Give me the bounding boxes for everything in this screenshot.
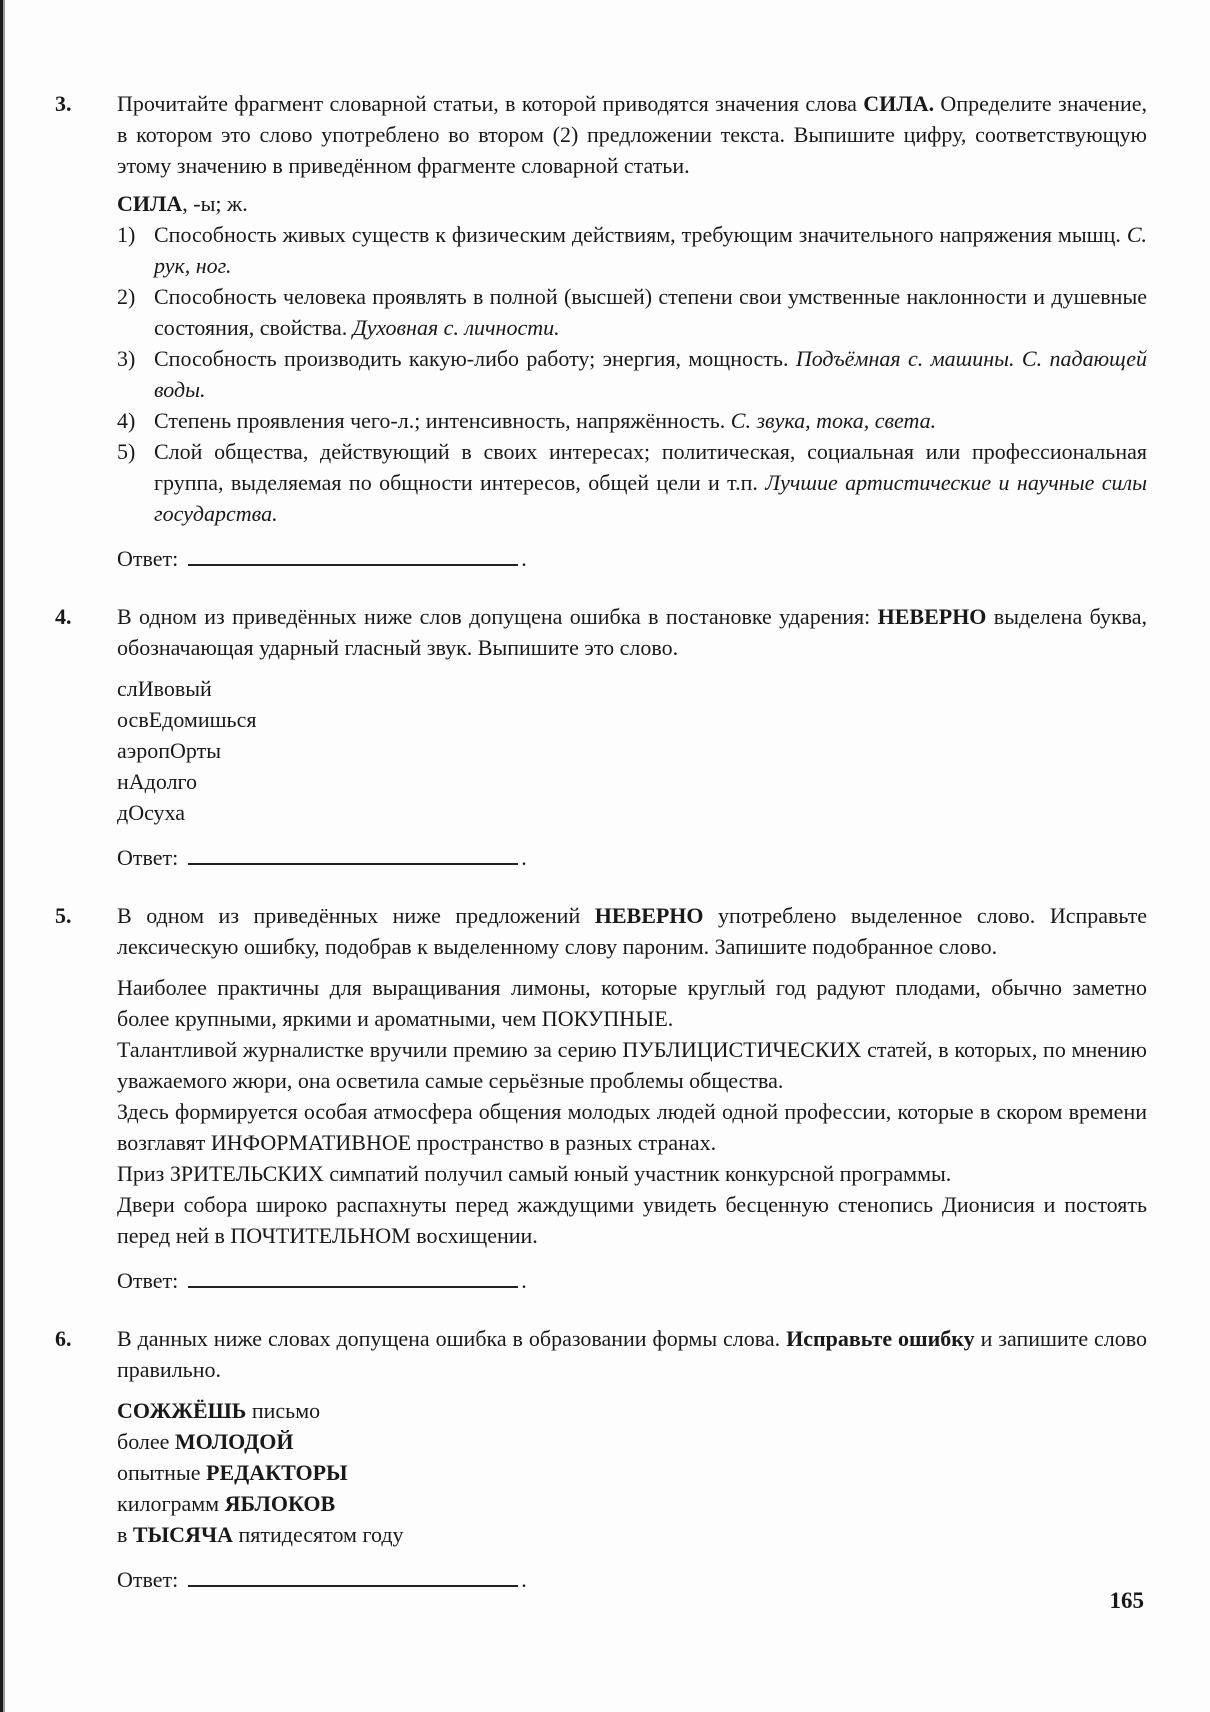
answer-period: . <box>521 1268 527 1293</box>
intro-text: В одном из приведённых ниже предложений <box>117 903 595 928</box>
highlighted-word: НЕВЕРНО <box>594 903 704 928</box>
question-6-intro <box>117 1323 1147 1385</box>
word-form-option <box>117 1488 1147 1519</box>
question-3 <box>55 88 1147 574</box>
sense-text <box>154 219 1147 281</box>
answer-label: Ответ: <box>117 1567 179 1592</box>
answer-row-q5 <box>117 1264 1147 1296</box>
sense-definition: Слой общества, действующий в своих интересах; политическая, социальная или профессиональная группа, выделяемая по общности интересов, общей цели и т.п. <box>154 439 1147 495</box>
answer-blank[interactable] <box>188 841 518 865</box>
intro-text: В одном из приведённых ниже слов допущена ошибка в постановке ударения: <box>117 604 878 629</box>
highlighted-instruction: Исправьте ошибку <box>786 1326 975 1351</box>
sentence: Двери собора широко распахнуты перед жаждущими увидеть бесценную стенопись Дионисия и постоять перед ней в ПОЧТИТЕЛЬНОМ восхищении. <box>117 1192 1147 1248</box>
word-form-option <box>117 1519 1147 1550</box>
highlighted-word: ЯБЛОКОВ <box>224 1491 336 1516</box>
answer-period: . <box>521 1567 527 1592</box>
question-5-intro <box>117 900 1147 962</box>
sense-definition: Способность человека проявлять в полной (высшей) степени свои умственные наклонности и душевные состояния, свойства. <box>154 284 1147 340</box>
word-form-option <box>117 1457 1147 1488</box>
sentence: Наиболее практичны для выращивания лимоны, которые круглый год радуют плодами, обычно заметно более крупными, яркими и ароматными, чем ПОКУПНЫЕ. <box>117 975 1147 1031</box>
word-option: освЕдомишься <box>117 707 257 732</box>
stress-word-list <box>117 673 1147 828</box>
answer-row-q4 <box>117 841 1147 873</box>
highlighted-word: СОЖЖЁШЬ <box>117 1398 247 1423</box>
intro-text: выделена буква, обозначающая ударный гласный звук. Выпишите это слово. <box>117 604 1147 660</box>
highlighted-word: РЕДАКТОРЫ <box>206 1460 348 1485</box>
sense-definition: Способность живых существ к физическим действиям, требующим значительного напряжения мышц. <box>154 222 1121 247</box>
sense-example: Духовная с. личности. <box>352 315 560 340</box>
phrase-text: более <box>117 1429 175 1454</box>
highlighted-word: ТЫСЯЧА <box>132 1522 233 1547</box>
intro-text: Определите значение, в котором это слово употреблено во втором (2) предложении текста. Выпишите цифру, соответствующую этому значению в приведённом фрагменте словарной статьи. <box>117 91 1147 178</box>
dictionary-sense-4 <box>117 405 1147 436</box>
question-4-body <box>117 601 1147 873</box>
answer-label: Ответ: <box>117 546 179 571</box>
highlighted-word: СИЛА. <box>863 91 935 116</box>
word-option: нАдолго <box>117 769 198 794</box>
answer-blank[interactable] <box>188 1563 518 1587</box>
dictionary-senses-list <box>117 219 1147 529</box>
answer-label: Ответ: <box>117 845 179 870</box>
question-5-number: 5. <box>55 903 72 928</box>
question-5-body <box>117 900 1147 1296</box>
answer-label: Ответ: <box>117 1268 179 1293</box>
answer-period: . <box>521 845 527 870</box>
sense-number: 4) <box>117 408 136 433</box>
dictionary-sense-5 <box>117 436 1147 529</box>
answer-period: . <box>521 546 527 571</box>
answer-blank[interactable] <box>188 1264 518 1288</box>
question-6 <box>55 1323 1147 1595</box>
paronym-sentences <box>117 972 1147 1251</box>
sense-definition: Степень проявления чего-л.; интенсивность, напряжённость. <box>154 408 726 433</box>
highlighted-word: МОЛОДОЙ <box>174 1429 294 1454</box>
phrase-text: килограмм <box>117 1491 225 1516</box>
sentence: Приз ЗРИТЕЛЬСКИХ симпатий получил самый юный участник конкурсной программы. <box>117 1161 952 1186</box>
question-3-number: 3. <box>55 91 72 116</box>
dictionary-sense-2 <box>117 281 1147 343</box>
phrase-text: в <box>117 1522 133 1547</box>
dictionary-headword-line <box>117 188 1147 219</box>
sense-number: 3) <box>117 346 136 371</box>
sentence: Талантливой журналистке вручили премию за серию ПУБЛИЦИСТИЧЕСКИХ статей, в которых, по мнению уважаемого жюри, она осветила самые серьёзные проблемы общества. <box>117 1037 1147 1093</box>
dictionary-grammar-note: , -ы; ж. <box>182 191 248 216</box>
question-4-intro <box>117 601 1147 663</box>
sense-number: 1) <box>117 222 136 247</box>
word-option: аэропОрты <box>117 738 221 763</box>
sense-text <box>154 343 1147 405</box>
question-3-body <box>117 88 1147 574</box>
highlighted-word: НЕВЕРНО <box>877 604 987 629</box>
sentence: Здесь формируется особая атмосфера общения молодых людей одной профессии, которые в скором времени возглавят ИНФОРМАТИВНОЕ пространство в разных странах. <box>117 1099 1147 1155</box>
sense-number: 2) <box>117 284 136 309</box>
page-number: 165 <box>1109 1588 1144 1613</box>
answer-blank[interactable] <box>188 542 518 566</box>
intro-text: В данных ниже словах допущена ошибка в образовании формы слова. <box>117 1326 787 1351</box>
sense-text <box>154 436 1147 529</box>
phrase-text: опытные <box>117 1460 206 1485</box>
intro-text: и запишите слово правильно. <box>117 1326 1147 1382</box>
question-6-number: 6. <box>55 1326 72 1351</box>
phrase-text: письмо <box>246 1398 321 1423</box>
word-form-option <box>117 1395 1147 1426</box>
sense-example: Лучшие артистические и научные силы государства. <box>154 470 1148 526</box>
sense-example: С. звука, тока, света. <box>730 408 937 433</box>
question-4 <box>55 601 1147 873</box>
phrase-text: пятидесятом году <box>232 1522 404 1547</box>
sense-definition: Способность производить какую-либо работу; энергия, мощность. <box>154 346 789 371</box>
dictionary-sense-1 <box>117 219 1147 281</box>
sense-number: 5) <box>117 439 136 464</box>
intro-text: употреблено выделенное слово. Исправьте лексическую ошибку, подобрав к выделенному слову пароним. Запишите подобранное слово. <box>117 903 1147 959</box>
answer-row-q6 <box>117 1563 1147 1595</box>
sense-text <box>154 405 1147 436</box>
dictionary-sense-3 <box>117 343 1147 405</box>
intro-text: Прочитайте фрагмент словарной статьи, в которой приводятся значения слова <box>117 91 864 116</box>
question-4-number: 4. <box>55 604 72 629</box>
question-3-intro <box>117 88 1147 181</box>
sense-example: С. рук, ног. <box>154 222 1148 278</box>
word-option: дОсуха <box>117 800 186 825</box>
question-5 <box>55 900 1147 1296</box>
word-form-option <box>117 1426 1147 1457</box>
sense-example: Подъёмная с. машины. С. падающей воды. <box>154 346 1148 402</box>
word-form-list <box>117 1395 1147 1550</box>
answer-row-q3 <box>117 542 1147 574</box>
sense-text <box>154 281 1147 343</box>
page-content <box>55 88 1147 1622</box>
dictionary-headword: СИЛА <box>117 191 183 216</box>
scan-edge-artifact <box>0 0 6 1712</box>
question-6-body <box>117 1323 1147 1595</box>
word-option: слИвовый <box>117 676 212 701</box>
